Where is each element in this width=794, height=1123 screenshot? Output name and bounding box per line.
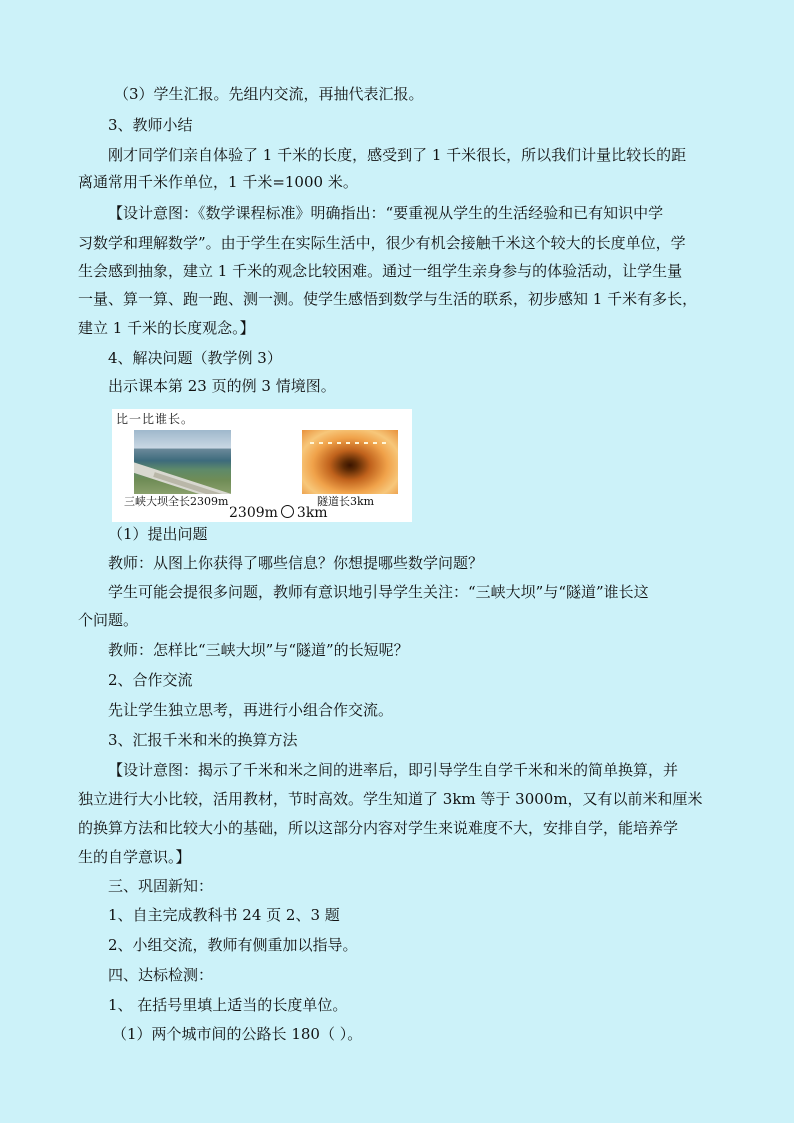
text-line: （1）提出问题	[108, 525, 208, 543]
section-heading: 3、教师小结	[108, 116, 193, 134]
text-line: 【设计意图：揭示了千米和米之间的进率后，即引导学生自学千米和米的简单换算，并	[108, 761, 679, 779]
text-line: 2、小组交流，教师有侧重加以指导。	[108, 936, 358, 954]
compare-left-value: 2309m	[229, 505, 278, 521]
compare-circle-icon	[281, 505, 294, 518]
text-line: 教师：从图上你获得了哪些信息？你想提哪些数学问题？	[108, 554, 484, 572]
text-line: 教师：怎样比“三峡大坝”与“隧道”的长短呢？	[108, 641, 409, 659]
text-line: 的换算方法和比较大小的基础，所以这部分内容对学生来说难度不大，安排自学，能培养学	[78, 819, 679, 837]
text-line: 1、自主完成教科书 24 页 2、3 题	[108, 906, 340, 924]
section-heading: 3、汇报千米和米的换算方法	[108, 731, 298, 749]
text-line: 1、 在括号里填上适当的长度单位。	[108, 996, 348, 1014]
three-gorges-dam-photo	[134, 430, 231, 494]
text-line: （3）学生汇报。先组内交流，再抽代表汇报。	[114, 85, 424, 103]
example-3-figure	[112, 409, 412, 522]
text-line: 离通常用千米作单位，1 千米=1000 米。	[78, 173, 358, 191]
tunnel-caption: 隧道长3km	[317, 495, 375, 508]
compare-right-value: 3km	[296, 505, 328, 521]
dam-caption: 三峡大坝全长2309m	[124, 495, 229, 508]
figure-title: 比一比谁长。	[116, 412, 195, 426]
text-line: 出示课本第 23 页的例 3 情境图。	[108, 377, 336, 395]
text-line: 学生可能会提很多问题，教师有意识地引导学生关注：“三峡大坝”与“隧道”谁长这	[108, 583, 649, 601]
text-line: 生会感到抽象，建立 1 千米的观念比较困难。通过一组学生亲身参与的体验活动，让学生量	[78, 262, 683, 280]
text-line: 刚才同学们亲自体验了 1 千米的长度，感受到了 1 千米很长，所以我们计量比较长的距	[108, 146, 687, 164]
text-line: 【设计意图：《数学课程标准》明确指出：“要重视从学生的生活经验和已有知识中学	[108, 204, 664, 222]
comparison-expression	[229, 505, 328, 521]
text-line: 习数学和理解数学”。由于学生在实际生活中，很少有机会接触千米这个较大的长度单位，学	[78, 234, 686, 252]
section-heading: 三、巩固新知：	[108, 877, 214, 895]
text-line: 独立进行大小比较，活用教材，节时高效。学生知道了 3km 等于 3000m，又有以前米和厘米	[78, 790, 703, 808]
text-line: （1）两个城市间的公路长 180（ ）。	[112, 1025, 363, 1043]
section-heading: 4、解决问题（教学例 3）	[108, 349, 282, 367]
text-line: 生的自学意识。】	[78, 848, 191, 866]
text-line: 建立 1 千米的长度观念。】	[78, 319, 255, 337]
section-heading: 2、合作交流	[108, 671, 193, 689]
tunnel-photo	[302, 430, 398, 494]
section-heading: 四、达标检测：	[108, 966, 214, 984]
text-line: 先让学生独立思考，再进行小组合作交流。	[108, 701, 394, 719]
text-line: 个问题。	[78, 611, 139, 629]
text-line: 一量、算一算、跑一跑、测一测。使学生感悟到数学与生活的联系，初步感知 1 千米有多长，	[78, 290, 698, 308]
